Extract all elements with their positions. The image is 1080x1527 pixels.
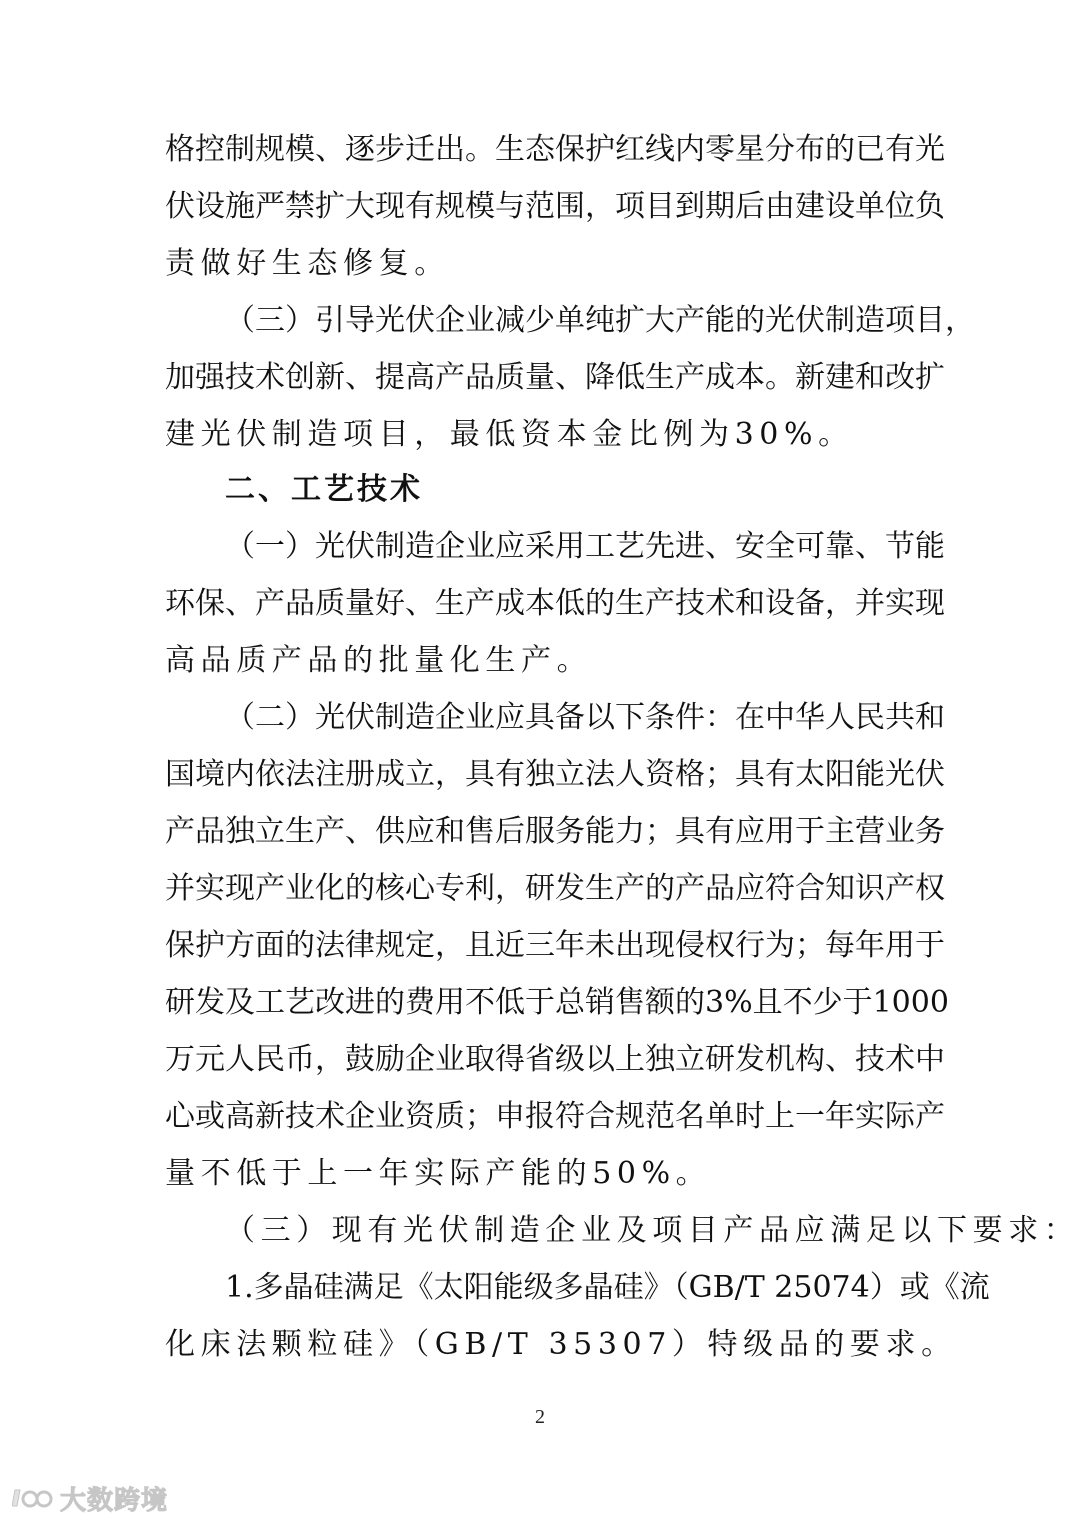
watermark — [12, 1480, 168, 1517]
text-line: 万元人民币，鼓励企业取得省级以上独立研发机构、技术中 — [165, 1042, 945, 1077]
text-line: 国境内依法注册成立，具有独立法人资格；具有太阳能光伏 — [165, 757, 945, 792]
text-line: 保护方面的法律规定，且近三年未出现侵权行为；每年用于 — [165, 928, 945, 963]
text-line: 心或高新技术企业资质；申报符合规范名单时上一年实际产 — [165, 1099, 945, 1134]
page-number: 2 — [535, 1406, 545, 1428]
watermark-text: 大数跨境 — [60, 1486, 169, 1516]
brand-logo-icon — [12, 1484, 56, 1514]
text-line: 化床法颗粒硅》（GB/T 35307）特级品的要求。 — [165, 1327, 957, 1362]
section-heading: 二、工艺技术 — [225, 472, 423, 507]
text-line: 高品质产品的批量化生产。 — [165, 643, 593, 678]
text-line: 并实现产业化的核心专利，研发生产的产品应符合知识产权 — [165, 871, 945, 906]
text-line: 伏设施严禁扩大现有规模与范围，项目到期后由建设单位负 — [165, 189, 945, 224]
text-line: 环保、产品质量好、生产成本低的生产技术和设备，并实现 — [165, 586, 945, 621]
text-line: 研发及工艺改进的费用不低于总销售额的3%且不少于1000 — [165, 985, 949, 1020]
text-line: （二）光伏制造企业应具备以下条件：在中华人民共和 — [225, 700, 945, 735]
text-line: 格控制规模、逐步迁出。生态保护红线内零星分布的已有光 — [165, 132, 945, 167]
text-line: 1.多晶硅满足《太阳能级多晶硅》（GB/T 25074）或《流 — [225, 1270, 990, 1305]
text-line: 产品独立生产、供应和售后服务能力；具有应用于主营业务 — [165, 814, 945, 849]
text-line: 加强技术创新、提高产品质量、降低生产成本。新建和改扩 — [165, 360, 945, 395]
text-line: 量不低于上一年实际产能的50%。 — [165, 1156, 712, 1191]
text-line: （三）现有光伏制造企业及项目产品应满足以下要求： — [225, 1213, 1080, 1248]
text-line: 责做好生态修复。 — [165, 246, 450, 281]
text-line: （三）引导光伏企业减少单纯扩大产能的光伏制造项目， — [225, 303, 975, 338]
text-line: （一）光伏制造企业应采用工艺先进、安全可靠、节能 — [225, 529, 945, 564]
text-line: 建光伏制造项目，最低资本金比例为30%。 — [165, 417, 854, 452]
